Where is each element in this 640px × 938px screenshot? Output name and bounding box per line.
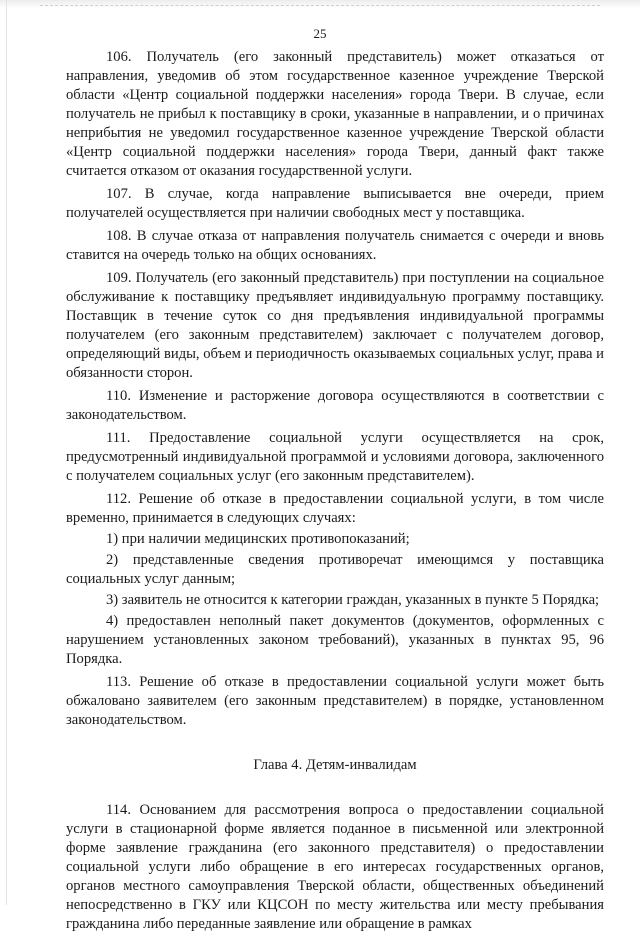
page-number: 25 (313, 26, 327, 41)
list-item-3: 3) заявитель не относится к категории граждан, указанных в пункте 5 Порядка; (106, 592, 600, 608)
paragraph-113: 113. Решение об отказе в предоставлении социальной услуги может быть обжаловано заявителем (его законным представителем) в порядке, установленном законодательством. (66, 674, 604, 728)
paragraph-111: 111. Предоставление социальной услуги осуществляется на срок, предусмотренный индивидуальной программой и условиями договора, заключенного с получателем социальных услуг (его законным представителем). (66, 430, 604, 484)
paragraph-106: 106. Получатель (его законный представитель) может отказаться от направления, уведомив об этом государственное казенное учреждение Тверской области «Центр социальной поддержки населения» города Твери. В случае, если получатель не прибыл к поставщику в сроки, указанные в направлении, и о причинах неприбытия не уведомил государственное казенное учреждение Тверской области «Центр социальной поддержки населения» города Твери, данный факт также считается отказом от оказания государственной услуги. (66, 49, 604, 179)
paragraph-108: 108. В случае отказа от направления получатель снимается с очереди и вновь ставится на очередь только на общих основаниях. (66, 228, 604, 263)
paragraph-110: 110. Изменение и расторжение договора осуществляются в соответствии с законодательством. (66, 388, 604, 423)
document-body (66, 48, 604, 938)
paragraph-114: 114. Основанием для рассмотрения вопроса о предоставлении социальной услуги в стационарной форме является поданное в письменной или электронной форме заявление гражданина (его законного представителя) о предоставлении социальной услуги либо обращение в его интересах государственных органов, органов местного самоуправления Тверской области, общественных объединений непосредственно в ГКУ или КЦСОН по месту жительства или месту пребывания гражданина либо переданные заявление или обращение в рамках (66, 802, 604, 932)
list-item-4: 4) предоставлен неполный пакет документов (документов, оформленных с нарушением установленных законом требований), указанных в пунктах 95, 96 Порядка. (66, 613, 604, 667)
paragraph-109: 109. Получатель (его законный представитель) при поступлении на социальное обслуживание к поставщику предъявляет индивидуальную программу поставщику. Поставщик в течение суток со дня предъявления индивидуальной программы получателем (его законным представителем) заключает с получателем договор, определяющий виды, объем и периодичность оказываемых социальных услуг, права и обязанности сторон. (66, 270, 604, 381)
paragraph-107: 107. В случае, когда направление выписывается вне очереди, прием получателей осуществляется при наличии свободных мест у поставщика. (66, 186, 604, 221)
list-item-1: 1) при наличии медицинских противопоказаний; (106, 531, 410, 547)
list-item-2: 2) представленные сведения противоречат имеющимся у поставщика социальных услуг данным; (66, 552, 604, 587)
scan-edge-left (6, 0, 7, 905)
paragraph-112: 112. Решение об отказе в предоставлении социальной услуги, в том числе временно, принимается в следующих случаях: (66, 491, 604, 526)
scan-edge-top (0, 0, 640, 8)
chapter-heading: Глава 4. Детям-инвалидам (253, 757, 417, 773)
